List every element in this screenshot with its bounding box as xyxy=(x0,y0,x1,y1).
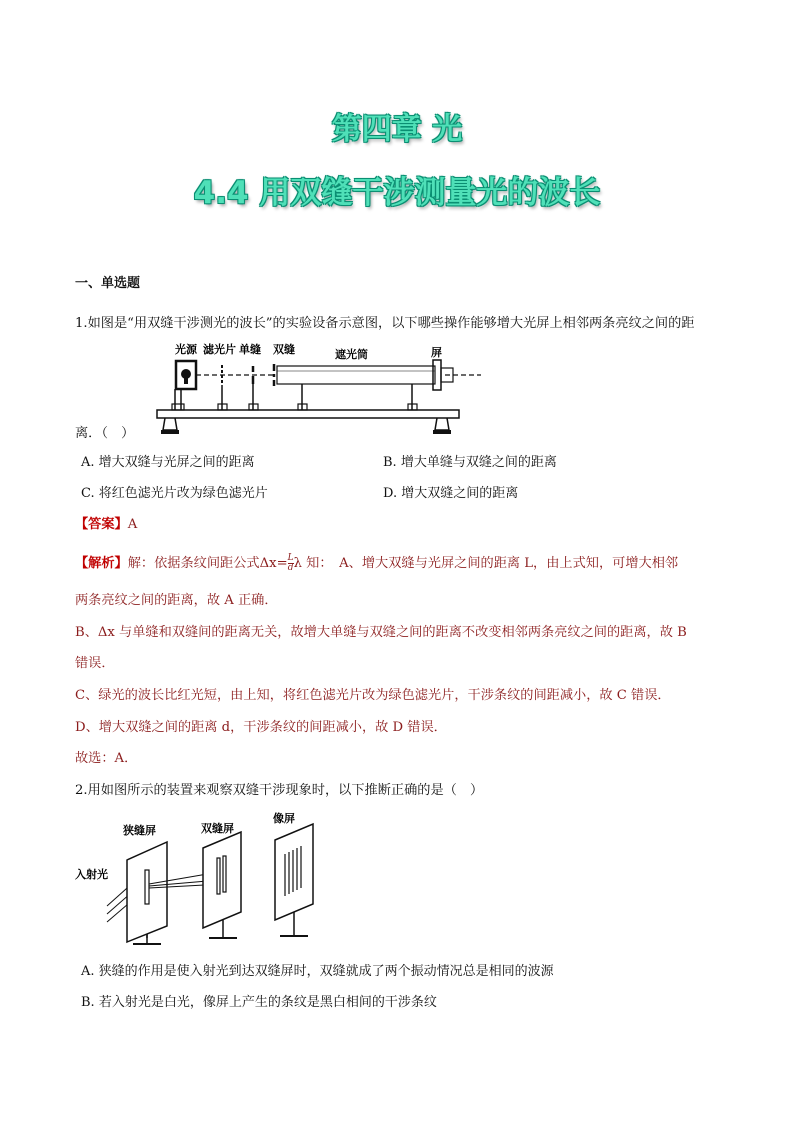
bulb-icon xyxy=(181,369,191,379)
image-screen xyxy=(275,824,313,920)
q2-apparatus-figure xyxy=(75,806,335,952)
q1-stem-line1: 1.如图是“用双缝干涉测光的波长”的实验设备示意图，以下哪些操作能够增大光屏上相邻两条亮纹之间的距 xyxy=(75,316,695,331)
answer-value: A xyxy=(127,517,138,532)
q1-option-c: C. 将红色滤光片改为绿色滤光片 xyxy=(81,486,268,501)
q1-analysis-line5: C、绿光的波长比红光短，由上知，将红色滤光片改为绿色滤光片，干涉条纹的间距减小，故 C 错误． xyxy=(75,688,671,703)
q2-stem: 2.用如图所示的装置来观察双缝干涉现象时，以下推断正确的是（ ） xyxy=(75,783,484,798)
slit-screen xyxy=(127,842,167,942)
q1-analysis-line4: 错误． xyxy=(75,656,115,671)
q1-stem-line2: 离．（ ） xyxy=(75,426,135,441)
label-screen: 屏 xyxy=(431,346,442,359)
q1-answer xyxy=(75,515,137,535)
label-single-slit: 单缝 xyxy=(239,343,261,356)
q1-option-b: B. 增大单缝与双缝之间的距离 xyxy=(383,455,557,470)
q1-analysis-line6: D、增大双缝之间的距离 d，干涉条纹的间距减小，故 D 错误． xyxy=(75,720,447,735)
label-filter: 滤光片 xyxy=(203,343,236,356)
q2-option-a: A. 狭缝的作用是使入射光到达双缝屏时，双缝就成了两个振动情况总是相同的波源 xyxy=(81,964,554,979)
label-incident-light: 入射光 xyxy=(75,868,108,881)
q1-option-a: A. 增大双缝与光屏之间的距离 xyxy=(81,455,255,470)
section-heading: 一、单选题 xyxy=(75,276,141,291)
frac-numerator: L xyxy=(287,553,294,563)
q1-analysis-line3: B、Δx 与单缝和双缝间的距离无关，故增大单缝与双缝之间的距离不改变相邻两条亮纹之间的距离，故 B xyxy=(75,625,687,640)
analysis-text-1a: 解：依据条纹间距公式Δx= xyxy=(127,556,288,571)
lesson-title: 4.4 用双缝干涉测量光的波长 xyxy=(193,175,601,211)
analysis-text-1b: λ 知： A、增大双缝与光屏之间的距离 L，由上式知，可增大相邻 xyxy=(293,556,679,571)
q1-apparatus-figure xyxy=(155,338,485,442)
q2-option-b: B. 若入射光是白光，像屏上产生的条纹是黑白相间的干涉条纹 xyxy=(81,995,437,1010)
q1-analysis-line1 xyxy=(75,554,678,574)
double-slit-screen xyxy=(203,832,241,928)
label-slit-screen: 狭缝屏 xyxy=(123,824,156,837)
q1-analysis-line7: 故选：A． xyxy=(75,751,138,766)
analysis-label: 【解析】 xyxy=(75,556,128,571)
shading-tube xyxy=(277,366,435,384)
label-double-slit-screen: 双缝屏 xyxy=(201,822,234,835)
answer-label: 【答案】 xyxy=(75,517,128,532)
label-light-source: 光源 xyxy=(175,343,197,356)
optical-rail xyxy=(157,410,459,418)
chapter-title: 第四章 光 xyxy=(331,112,463,147)
label-double-slit: 双缝 xyxy=(273,343,295,356)
label-tube: 遮光筒 xyxy=(335,348,368,361)
q1-analysis-line2: 两条亮纹之间的距离，故 A 正确． xyxy=(75,593,278,608)
label-image-screen: 像屏 xyxy=(273,812,295,825)
frac-denominator: d xyxy=(287,563,294,573)
q1-option-d: D. 增大双缝之间的距离 xyxy=(383,486,519,501)
